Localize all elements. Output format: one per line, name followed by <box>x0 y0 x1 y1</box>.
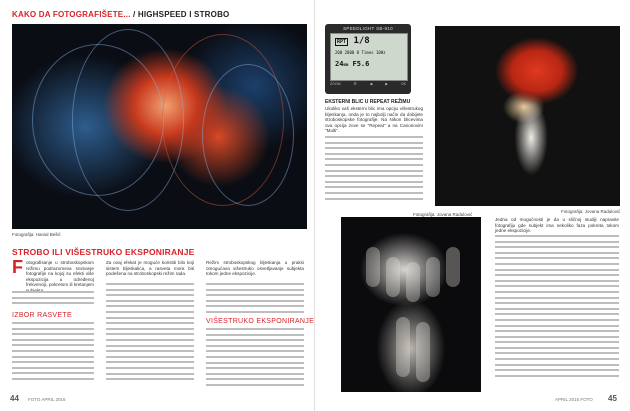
lcd-rpt-label: RPT <box>337 39 347 45</box>
lcd-left-button[interactable]: ◀ <box>369 82 373 86</box>
strobe-portrait-photo <box>12 24 307 229</box>
dancer-red-fabric-photo <box>435 26 620 206</box>
column-2-body <box>106 283 194 384</box>
dancer-ghost <box>416 322 430 382</box>
dancer-ghost <box>406 262 420 302</box>
section-title: STROBO ILI VIŠESTRUKO EKSPONIRANJE <box>12 247 195 257</box>
lcd-model-title: SPEEDLIGHT SB-910 <box>343 26 393 31</box>
header-topic: / HIGHSPEED I STROBO <box>130 10 230 19</box>
lcd-zoom-value: 24 <box>335 60 344 68</box>
right-column-text: Jedna od mogućnosti je da u sličnoj studiji napravite fotografiju gde subjekt ima nekoliko faza pokreta tokom jedne ekspozicije. <box>495 217 619 234</box>
lcd-right-button[interactable]: ▶ <box>385 82 388 86</box>
dancer-ghost <box>386 257 400 297</box>
subhead-visestruko: VIŠESTRUKO EKSPONIRANJE <box>206 318 315 325</box>
dancer-ghost <box>446 247 460 287</box>
dancer-ghost <box>396 317 410 377</box>
subhead-izbor-rasvete: IZBOR RASVETE <box>12 312 72 319</box>
lcd-menu-button[interactable]: ☰ <box>353 82 357 86</box>
sidebar-box-title: EKSTERNI BLIC U REPEAT REŽIMU <box>325 99 411 105</box>
column-1-body <box>12 322 94 384</box>
sidebar-box-lines <box>325 136 423 203</box>
lcd-settings-line: 200 2000 8 Times 10Hz <box>335 50 386 55</box>
page-number-right: 45 <box>608 394 617 403</box>
speedlight-lcd-panel <box>325 24 411 94</box>
lcd-zoom-button[interactable]: ZOOM <box>330 82 341 86</box>
photo-caption: Fotografija: Hanial Bešić <box>12 232 61 237</box>
column-1-lines <box>12 291 94 308</box>
dancer-ghost <box>426 257 440 297</box>
right-column-body <box>495 235 619 380</box>
light-streak <box>202 64 294 206</box>
footer-right: APRIL 2016 FOTO <box>555 397 593 402</box>
right-page <box>315 0 630 411</box>
multiple-exposure-dancer-photo <box>341 217 481 392</box>
lcd-power: 1/8 <box>353 36 370 46</box>
sidebar-box-text: Ukoliko vaš eksterni blic ima opciju višestrukog bljeskanja, onda je to najbolji način da dobijete stroboskopske fotografije. Na Nikon blicevima ova opcija zove se "Repeat" a na Canonovim "Multi". <box>325 106 423 134</box>
page-header <box>12 10 229 19</box>
footer-left: FOTO APRIL 2016 <box>28 397 66 402</box>
lcd-screen <box>330 33 408 81</box>
lcd-zoom-aperture <box>335 60 369 68</box>
lcd-aperture: F5.6 <box>352 60 370 68</box>
lcd-power-readout <box>335 36 370 46</box>
lcd-ok-button[interactable]: OK <box>400 82 406 86</box>
column-3-lines-top <box>206 283 304 317</box>
column-3-body <box>206 328 304 390</box>
lcd-button-row <box>330 82 406 90</box>
lcd-zoom-unit: mm <box>343 62 349 67</box>
header-section: KAKO DA FOTOGRAFIŠETE... <box>12 10 131 19</box>
photo3-caption: Fotografija: Jovana Radulović <box>413 212 473 217</box>
page-number-left: 44 <box>10 394 19 403</box>
column-2-text: Za ovaj efekat je moguće koristiti bilo koji sistem bljeskalica, a rasveta mora biti podešena na stroboskopski režim rada. <box>106 260 194 277</box>
column-1-intro: otografisanje u stroboskopskom režimu podrazumeva snimanje fotografije na kojoj su efekti više ekspozicija u određenoj frekvenciji, pokretom ili kretanjem <box>26 260 94 288</box>
dancer-ghost <box>366 247 380 287</box>
column-3-text: Režim stroboskopskog bljeskanja u praksi omogućava višestruko osvetljavanje subjekta tokom jedne ekspozicije. <box>206 260 304 277</box>
drop-cap: F <box>12 257 23 277</box>
photo2-caption: Fotografija: Jovana Radulović <box>561 209 621 214</box>
